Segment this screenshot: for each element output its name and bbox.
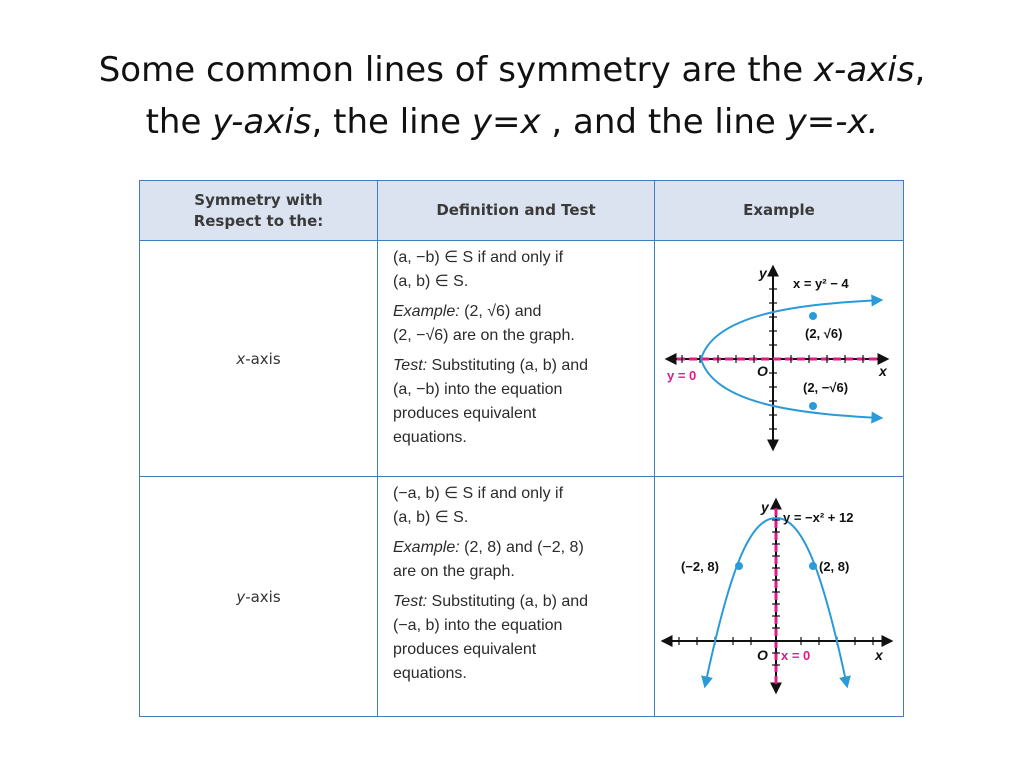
definition-text: (−a, b) ∈ S if and only if (a, b) ∈ S. (393, 485, 564, 526)
point-right-label: (2, 8) (819, 558, 850, 574)
equation-label: y = −x² + 12 (783, 509, 854, 525)
y-axis-label: y (761, 498, 769, 515)
header-definition: Definition and Test (378, 181, 655, 241)
point-left-label: (−2, 8) (681, 558, 719, 574)
point-right (809, 562, 817, 570)
symmetry-table (139, 180, 904, 717)
title-text: , the line (311, 102, 472, 142)
example-text: Example: (2, 8) and (−2, 8) are on the graph. (393, 539, 584, 580)
title-line-y-equals-x: y=x (471, 102, 541, 142)
title-x-axis: x-axis (813, 50, 915, 90)
symmetry-line-label: y = 0 (667, 367, 697, 383)
y-axis-label: y (759, 264, 767, 281)
title-text: the (145, 102, 213, 142)
test-text: Test: Substituting (a, b) and (a, −b) into the equation produces equivalent equations. (393, 357, 589, 446)
title-text: , (914, 50, 926, 90)
graph-x-axis-symmetry (655, 242, 903, 476)
table-row (140, 241, 904, 477)
symmetry-line-label: x = 0 (781, 647, 811, 663)
definition-text: (a, −b) ∈ S if and only if (a, b) ∈ S. (393, 249, 564, 290)
origin-label: O (757, 362, 768, 379)
test-text: Test: Substituting (a, b) and (−a, b) into the equation produces equivalent equations. (393, 593, 589, 682)
point-left (735, 562, 743, 570)
graph-y-axis-symmetry (655, 478, 903, 716)
title-text: , and the line (540, 102, 787, 142)
table-row (140, 477, 904, 717)
definition-cell (378, 241, 655, 477)
header-example: Example (655, 181, 904, 241)
origin-label: O (757, 646, 768, 663)
equation-label: x = y² − 4 (793, 275, 849, 291)
example-graph-cell (655, 241, 904, 477)
point-top-label: (2, √6) (805, 325, 843, 341)
title-line-y-equals-neg-x: y=-x. (786, 102, 879, 142)
x-axis-label: x (875, 646, 883, 663)
header-symmetry: Symmetry with Respect to the: (140, 181, 378, 241)
point-bottom (809, 402, 817, 410)
point-top (809, 312, 817, 320)
example-text: Example: (2, √6) and (2, −√6) are on the graph. (393, 303, 575, 344)
definition-cell (378, 477, 655, 717)
row-label-x-axis: x-axis (140, 241, 378, 477)
example-graph-cell (655, 477, 904, 717)
x-axis-label: x (879, 362, 887, 379)
title-y-axis: y-axis (212, 102, 312, 142)
table-header-row (140, 181, 904, 241)
row-label-y-axis: y-axis (140, 477, 378, 717)
title-text: Some common lines of symmetry are the (98, 50, 814, 90)
slide-title (0, 44, 1024, 148)
point-bottom-label: (2, −√6) (803, 379, 849, 395)
